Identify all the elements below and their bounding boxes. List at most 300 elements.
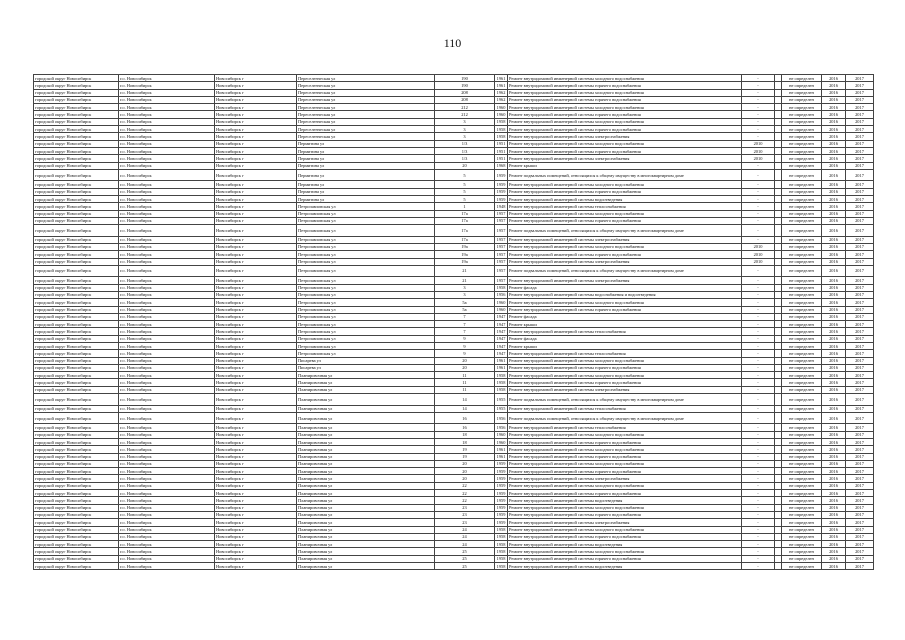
start-year-cell: 2016 [822, 299, 846, 306]
city-cell: Новосибирск г [215, 243, 297, 250]
municipality-cell: г.о. Новосибирск [119, 446, 215, 453]
cost-cell: не определен [782, 243, 822, 250]
street-cell: Планировочная ул [297, 372, 435, 379]
last-repair-cell: - [742, 475, 775, 482]
end-year-cell: 2017 [846, 299, 874, 306]
work-type-cell: Ремонт внутридомовой инженерной системы горячего водоснабжения [508, 147, 742, 154]
work-type-cell: Ремонт внутридомовой инженерной системы холодного водоснабжения [508, 431, 742, 438]
start-year-cell: 2016 [822, 431, 846, 438]
year-cell: 1947 [495, 328, 508, 335]
street-cell: Пермитина ул [297, 147, 435, 154]
last-repair-cell: - [742, 405, 775, 412]
work-type-cell: Ремонт внутридомовой инженерной системы горячего водоснабжения [508, 555, 742, 562]
work-type-cell: Ремонт внутридомовой инженерной системы водоотведения [508, 195, 742, 202]
municipality-cell: г.о. Новосибирск [119, 265, 215, 277]
municipality-cell: г.о. Новосибирск [119, 468, 215, 475]
extra-cell [775, 379, 782, 386]
extra-cell [775, 82, 782, 89]
district-cell: городской округ Новосибирск [34, 118, 119, 125]
table-row [34, 335, 874, 342]
table-row [34, 412, 874, 424]
house-cell: 9 [435, 335, 495, 342]
house-cell: 23 [435, 511, 495, 518]
last-repair-cell: - [742, 548, 775, 555]
table-row [34, 277, 874, 284]
start-year-cell: 2016 [822, 555, 846, 562]
last-repair-cell: - [742, 364, 775, 371]
table-row [34, 313, 874, 320]
work-type-cell: Ремонт фасада [508, 313, 742, 320]
extra-cell [775, 140, 782, 147]
cost-cell: не определен [782, 217, 822, 224]
start-year-cell: 2016 [822, 284, 846, 291]
city-cell: Новосибирск г [215, 357, 297, 364]
house-cell: 11 [435, 386, 495, 393]
district-cell: городской округ Новосибирск [34, 394, 119, 406]
house-cell: 3 [435, 133, 495, 140]
district-cell: городской округ Новосибирск [34, 225, 119, 237]
city-cell: Новосибирск г [215, 412, 297, 424]
end-year-cell: 2017 [846, 82, 874, 89]
street-cell: Петропавловская ул [297, 243, 435, 250]
street-cell: Петропавловская ул [297, 306, 435, 313]
district-cell: городской округ Новосибирск [34, 357, 119, 364]
cost-cell: не определен [782, 431, 822, 438]
house-cell: 5 [435, 181, 495, 188]
year-cell: 1959 [495, 511, 508, 518]
year-cell: 1960 [495, 104, 508, 111]
last-repair-cell: - [742, 291, 775, 298]
start-year-cell: 2016 [822, 357, 846, 364]
work-type-cell: Ремонт крыши [508, 321, 742, 328]
district-cell: городской округ Новосибирск [34, 335, 119, 342]
start-year-cell: 2016 [822, 104, 846, 111]
table-row [34, 111, 874, 118]
cost-cell: не определен [782, 424, 822, 431]
extra-cell [775, 563, 782, 570]
city-cell: Новосибирск г [215, 343, 297, 350]
municipality-cell: г.о. Новосибирск [119, 111, 215, 118]
street-cell: Петропавловская ул [297, 210, 435, 217]
district-cell: городской округ Новосибирск [34, 438, 119, 445]
street-cell: Планировочная ул [297, 468, 435, 475]
cost-cell: не определен [782, 96, 822, 103]
year-cell: 1959 [495, 188, 508, 195]
street-cell: Планировочная ул [297, 555, 435, 562]
municipality-cell: г.о. Новосибирск [119, 372, 215, 379]
cost-cell: не определен [782, 548, 822, 555]
year-cell: 1957 [495, 258, 508, 265]
work-type-cell: Ремонт внутридомовой инженерной системы холодного водоснабжения [508, 548, 742, 555]
last-repair-cell: - [742, 299, 775, 306]
work-type-cell: Ремонт фасада [508, 335, 742, 342]
table-row [34, 96, 874, 103]
municipality-cell: г.о. Новосибирск [119, 258, 215, 265]
end-year-cell: 2017 [846, 460, 874, 467]
last-repair-cell: - [742, 89, 775, 96]
extra-cell [775, 195, 782, 202]
year-cell: 1958 [495, 126, 508, 133]
street-cell: Петропавловская ул [297, 258, 435, 265]
municipality-cell: г.о. Новосибирск [119, 357, 215, 364]
extra-cell [775, 284, 782, 291]
year-cell: 1956 [495, 424, 508, 431]
house-cell: 208 [435, 89, 495, 96]
house-cell: 14 [435, 405, 495, 412]
work-type-cell: Ремонт внутридомовой инженерной системы теплоснабжения [508, 203, 742, 210]
extra-cell [775, 548, 782, 555]
cost-cell: не определен [782, 511, 822, 518]
year-cell: 1957 [495, 236, 508, 243]
district-cell: городской округ Новосибирск [34, 299, 119, 306]
year-cell: 1958 [495, 548, 508, 555]
last-repair-cell: 2010 [742, 258, 775, 265]
city-cell: Новосибирск г [215, 372, 297, 379]
district-cell: городской округ Новосибирск [34, 412, 119, 424]
end-year-cell: 2017 [846, 497, 874, 504]
house-cell: 1/3 [435, 155, 495, 162]
extra-cell [775, 446, 782, 453]
street-cell: Петропавловская ул [297, 225, 435, 237]
work-type-cell: Ремонт внутридомовой инженерной системы холодного водоснабжения [508, 210, 742, 217]
year-cell: 1960 [495, 111, 508, 118]
last-repair-cell: - [742, 563, 775, 570]
table-row [34, 75, 874, 82]
end-year-cell: 2017 [846, 306, 874, 313]
district-cell: городской округ Новосибирск [34, 140, 119, 147]
extra-cell [775, 96, 782, 103]
extra-cell [775, 343, 782, 350]
table-row [34, 299, 874, 306]
municipality-cell: г.о. Новосибирск [119, 217, 215, 224]
district-cell: городской округ Новосибирск [34, 482, 119, 489]
table-row [34, 217, 874, 224]
cost-cell: не определен [782, 258, 822, 265]
table-row [34, 497, 874, 504]
house-cell: 11 [435, 372, 495, 379]
street-cell: Переселенческая ул [297, 82, 435, 89]
cost-cell: не определен [782, 140, 822, 147]
end-year-cell: 2017 [846, 217, 874, 224]
street-cell: Планировочная ул [297, 405, 435, 412]
extra-cell [775, 188, 782, 195]
cost-cell: не определен [782, 453, 822, 460]
year-cell: 1958 [495, 133, 508, 140]
city-cell: Новосибирск г [215, 482, 297, 489]
city-cell: Новосибирск г [215, 328, 297, 335]
work-type-cell: Ремонт подвальных помещений, относящихся к общему имуществу в многоквартирном доме [508, 412, 742, 424]
street-cell: Планировочная ул [297, 446, 435, 453]
street-cell: Планировочная ул [297, 379, 435, 386]
work-type-cell: Ремонт внутридомовой инженерной системы электроснабжения [508, 133, 742, 140]
municipality-cell: г.о. Новосибирск [119, 243, 215, 250]
municipality-cell: г.о. Новосибирск [119, 555, 215, 562]
year-cell: 1959 [495, 504, 508, 511]
end-year-cell: 2017 [846, 328, 874, 335]
last-repair-cell: - [742, 126, 775, 133]
city-cell: Новосибирск г [215, 299, 297, 306]
last-repair-cell: - [742, 453, 775, 460]
extra-cell [775, 372, 782, 379]
house-cell: 17а [435, 225, 495, 237]
work-type-cell: Ремонт внутридомовой инженерной системы холодного водоснабжения [508, 243, 742, 250]
house-cell: 190 [435, 75, 495, 82]
district-cell: городской округ Новосибирск [34, 169, 119, 181]
city-cell: Новосибирск г [215, 96, 297, 103]
city-cell: Новосибирск г [215, 453, 297, 460]
year-cell: 1960 [495, 438, 508, 445]
start-year-cell: 2016 [822, 405, 846, 412]
municipality-cell: г.о. Новосибирск [119, 299, 215, 306]
last-repair-cell: - [742, 236, 775, 243]
district-cell: городской округ Новосибирск [34, 203, 119, 210]
year-cell: 1961 [495, 82, 508, 89]
year-cell: 1957 [495, 251, 508, 258]
house-cell: 20 [435, 475, 495, 482]
work-type-cell: Ремонт внутридомовой инженерной системы холодного водоснабжения [508, 140, 742, 147]
end-year-cell: 2017 [846, 438, 874, 445]
district-cell: городской округ Новосибирск [34, 364, 119, 371]
city-cell: Новосибирск г [215, 82, 297, 89]
work-type-cell: Ремонт крыши [508, 162, 742, 169]
municipality-cell: г.о. Новосибирск [119, 453, 215, 460]
city-cell: Новосибирск г [215, 104, 297, 111]
table-row [34, 364, 874, 371]
extra-cell [775, 335, 782, 342]
municipality-cell: г.о. Новосибирск [119, 412, 215, 424]
work-type-cell: Ремонт внутридомовой инженерной системы электроснабжения [508, 236, 742, 243]
cost-cell: не определен [782, 203, 822, 210]
work-type-cell: Ремонт внутридомовой инженерной системы горячего водоснабжения [508, 217, 742, 224]
district-cell: городской округ Новосибирск [34, 277, 119, 284]
street-cell: Пермитина ул [297, 155, 435, 162]
extra-cell [775, 181, 782, 188]
cost-cell: не определен [782, 555, 822, 562]
work-type-cell: Ремонт внутридомовой инженерной системы электроснабжения [508, 386, 742, 393]
cost-cell: не определен [782, 405, 822, 412]
city-cell: Новосибирск г [215, 236, 297, 243]
municipality-cell: г.о. Новосибирск [119, 386, 215, 393]
cost-cell: не определен [782, 277, 822, 284]
last-repair-cell: - [742, 225, 775, 237]
start-year-cell: 2016 [822, 251, 846, 258]
start-year-cell: 2016 [822, 548, 846, 555]
district-cell: городской округ Новосибирск [34, 265, 119, 277]
work-type-cell: Ремонт внутридомовой инженерной системы электроснабжения [508, 155, 742, 162]
start-year-cell: 2016 [822, 526, 846, 533]
year-cell: 1959 [495, 468, 508, 475]
table-row [34, 321, 874, 328]
extra-cell [775, 541, 782, 548]
table-row [34, 446, 874, 453]
street-cell: Переселенческая ул [297, 104, 435, 111]
start-year-cell: 2016 [822, 147, 846, 154]
street-cell: Петропавловская ул [297, 236, 435, 243]
district-cell: городской округ Новосибирск [34, 424, 119, 431]
cost-cell: не определен [782, 394, 822, 406]
house-cell: 3 [435, 126, 495, 133]
municipality-cell: г.о. Новосибирск [119, 118, 215, 125]
district-cell: городской округ Новосибирск [34, 210, 119, 217]
cost-cell: не определен [782, 412, 822, 424]
extra-cell [775, 291, 782, 298]
end-year-cell: 2017 [846, 482, 874, 489]
start-year-cell: 2016 [822, 533, 846, 540]
end-year-cell: 2017 [846, 291, 874, 298]
district-cell: городской округ Новосибирск [34, 405, 119, 412]
district-cell: городской округ Новосибирск [34, 291, 119, 298]
work-type-cell: Ремонт внутридомовой инженерной системы теплоснабжения [508, 405, 742, 412]
start-year-cell: 2016 [822, 126, 846, 133]
city-cell: Новосибирск г [215, 526, 297, 533]
municipality-cell: г.о. Новосибирск [119, 126, 215, 133]
cost-cell: не определен [782, 251, 822, 258]
work-type-cell: Ремонт подвальных помещений, относящихся к общему имуществу в многоквартирном доме [508, 169, 742, 181]
work-type-cell: Ремонт внутридомовой инженерной системы горячего водоснабжения [508, 438, 742, 445]
end-year-cell: 2017 [846, 468, 874, 475]
start-year-cell: 2016 [822, 343, 846, 350]
work-type-cell: Ремонт внутридомовой инженерной системы холодного водоснабжения [508, 482, 742, 489]
district-cell: городской округ Новосибирск [34, 555, 119, 562]
last-repair-cell: 2010 [742, 147, 775, 154]
extra-cell [775, 424, 782, 431]
street-cell: Планировочная ул [297, 424, 435, 431]
city-cell: Новосибирск г [215, 195, 297, 202]
work-type-cell: Ремонт внутридомовой инженерной системы электроснабжения [508, 277, 742, 284]
start-year-cell: 2016 [822, 82, 846, 89]
extra-cell [775, 162, 782, 169]
end-year-cell: 2017 [846, 169, 874, 181]
start-year-cell: 2016 [822, 195, 846, 202]
end-year-cell: 2017 [846, 225, 874, 237]
extra-cell [775, 350, 782, 357]
street-cell: Планировочная ул [297, 394, 435, 406]
city-cell: Новосибирск г [215, 350, 297, 357]
extra-cell [775, 133, 782, 140]
house-cell: 19 [435, 453, 495, 460]
cost-cell: не определен [782, 438, 822, 445]
last-repair-cell: - [742, 504, 775, 511]
last-repair-cell: - [742, 379, 775, 386]
city-cell: Новосибирск г [215, 321, 297, 328]
start-year-cell: 2016 [822, 511, 846, 518]
district-cell: городской округ Новосибирск [34, 321, 119, 328]
end-year-cell: 2017 [846, 181, 874, 188]
municipality-cell: г.о. Новосибирск [119, 364, 215, 371]
end-year-cell: 2017 [846, 104, 874, 111]
municipality-cell: г.о. Новосибирск [119, 431, 215, 438]
table-row [34, 453, 874, 460]
end-year-cell: 2017 [846, 412, 874, 424]
work-type-cell: Ремонт внутридомовой инженерной системы холодного водоснабжения [508, 118, 742, 125]
last-repair-cell: - [742, 431, 775, 438]
municipality-cell: г.о. Новосибирск [119, 75, 215, 82]
table-row [34, 258, 874, 265]
district-cell: городской округ Новосибирск [34, 126, 119, 133]
work-type-cell: Ремонт подвальных помещений, относящихся к общему имуществу в многоквартирном доме [508, 225, 742, 237]
extra-cell [775, 468, 782, 475]
end-year-cell: 2017 [846, 277, 874, 284]
house-cell: 212 [435, 104, 495, 111]
work-type-cell: Ремонт внутридомовой инженерной системы горячего водоснабжения [508, 251, 742, 258]
start-year-cell: 2016 [822, 386, 846, 393]
start-year-cell: 2016 [822, 328, 846, 335]
city-cell: Новосибирск г [215, 497, 297, 504]
table-row [34, 541, 874, 548]
extra-cell [775, 258, 782, 265]
table-row [34, 291, 874, 298]
year-cell: 1951 [495, 140, 508, 147]
last-repair-cell: - [742, 490, 775, 497]
extra-cell [775, 265, 782, 277]
table-row [34, 306, 874, 313]
street-cell: Планировочная ул [297, 453, 435, 460]
municipality-cell: г.о. Новосибирск [119, 321, 215, 328]
end-year-cell: 2017 [846, 364, 874, 371]
city-cell: Новосибирск г [215, 265, 297, 277]
end-year-cell: 2017 [846, 357, 874, 364]
district-cell: городской округ Новосибирск [34, 504, 119, 511]
cost-cell: не определен [782, 475, 822, 482]
table-row [34, 343, 874, 350]
street-cell: Переселенческая ул [297, 96, 435, 103]
city-cell: Новосибирск г [215, 251, 297, 258]
last-repair-cell: - [742, 181, 775, 188]
end-year-cell: 2017 [846, 533, 874, 540]
end-year-cell: 2017 [846, 563, 874, 570]
cost-cell: не определен [782, 533, 822, 540]
street-cell: Планировочная ул [297, 438, 435, 445]
end-year-cell: 2017 [846, 155, 874, 162]
municipality-cell: г.о. Новосибирск [119, 96, 215, 103]
extra-cell [775, 169, 782, 181]
city-cell: Новосибирск г [215, 169, 297, 181]
year-cell: 1960 [495, 431, 508, 438]
house-cell: 14 [435, 394, 495, 406]
cost-cell: не определен [782, 118, 822, 125]
cost-cell: не определен [782, 386, 822, 393]
start-year-cell: 2016 [822, 133, 846, 140]
end-year-cell: 2017 [846, 511, 874, 518]
city-cell: Новосибирск г [215, 490, 297, 497]
last-repair-cell: - [742, 210, 775, 217]
table-row [34, 386, 874, 393]
end-year-cell: 2017 [846, 251, 874, 258]
table-row [34, 225, 874, 237]
extra-cell [775, 203, 782, 210]
last-repair-cell: - [742, 96, 775, 103]
work-type-cell: Ремонт внутридомовой инженерной системы холодного водоснабжения [508, 299, 742, 306]
district-cell: городской округ Новосибирск [34, 243, 119, 250]
street-cell: Пермитина ул [297, 195, 435, 202]
district-cell: городской округ Новосибирск [34, 328, 119, 335]
end-year-cell: 2017 [846, 555, 874, 562]
extra-cell [775, 243, 782, 250]
street-cell: Планировочная ул [297, 504, 435, 511]
cost-cell: не определен [782, 210, 822, 217]
district-cell: городской округ Новосибирск [34, 343, 119, 350]
district-cell: городской округ Новосибирск [34, 460, 119, 467]
cost-cell: не определен [782, 343, 822, 350]
house-cell: 19а [435, 258, 495, 265]
street-cell: Петропавловская ул [297, 321, 435, 328]
work-type-cell: Ремонт внутридомовой инженерной системы холодного водоснабжения [508, 75, 742, 82]
cost-cell: не определен [782, 372, 822, 379]
work-type-cell: Ремонт внутридомовой инженерной системы горячего водоснабжения [508, 96, 742, 103]
last-repair-cell: - [742, 343, 775, 350]
cost-cell: не определен [782, 299, 822, 306]
municipality-cell: г.о. Новосибирск [119, 236, 215, 243]
